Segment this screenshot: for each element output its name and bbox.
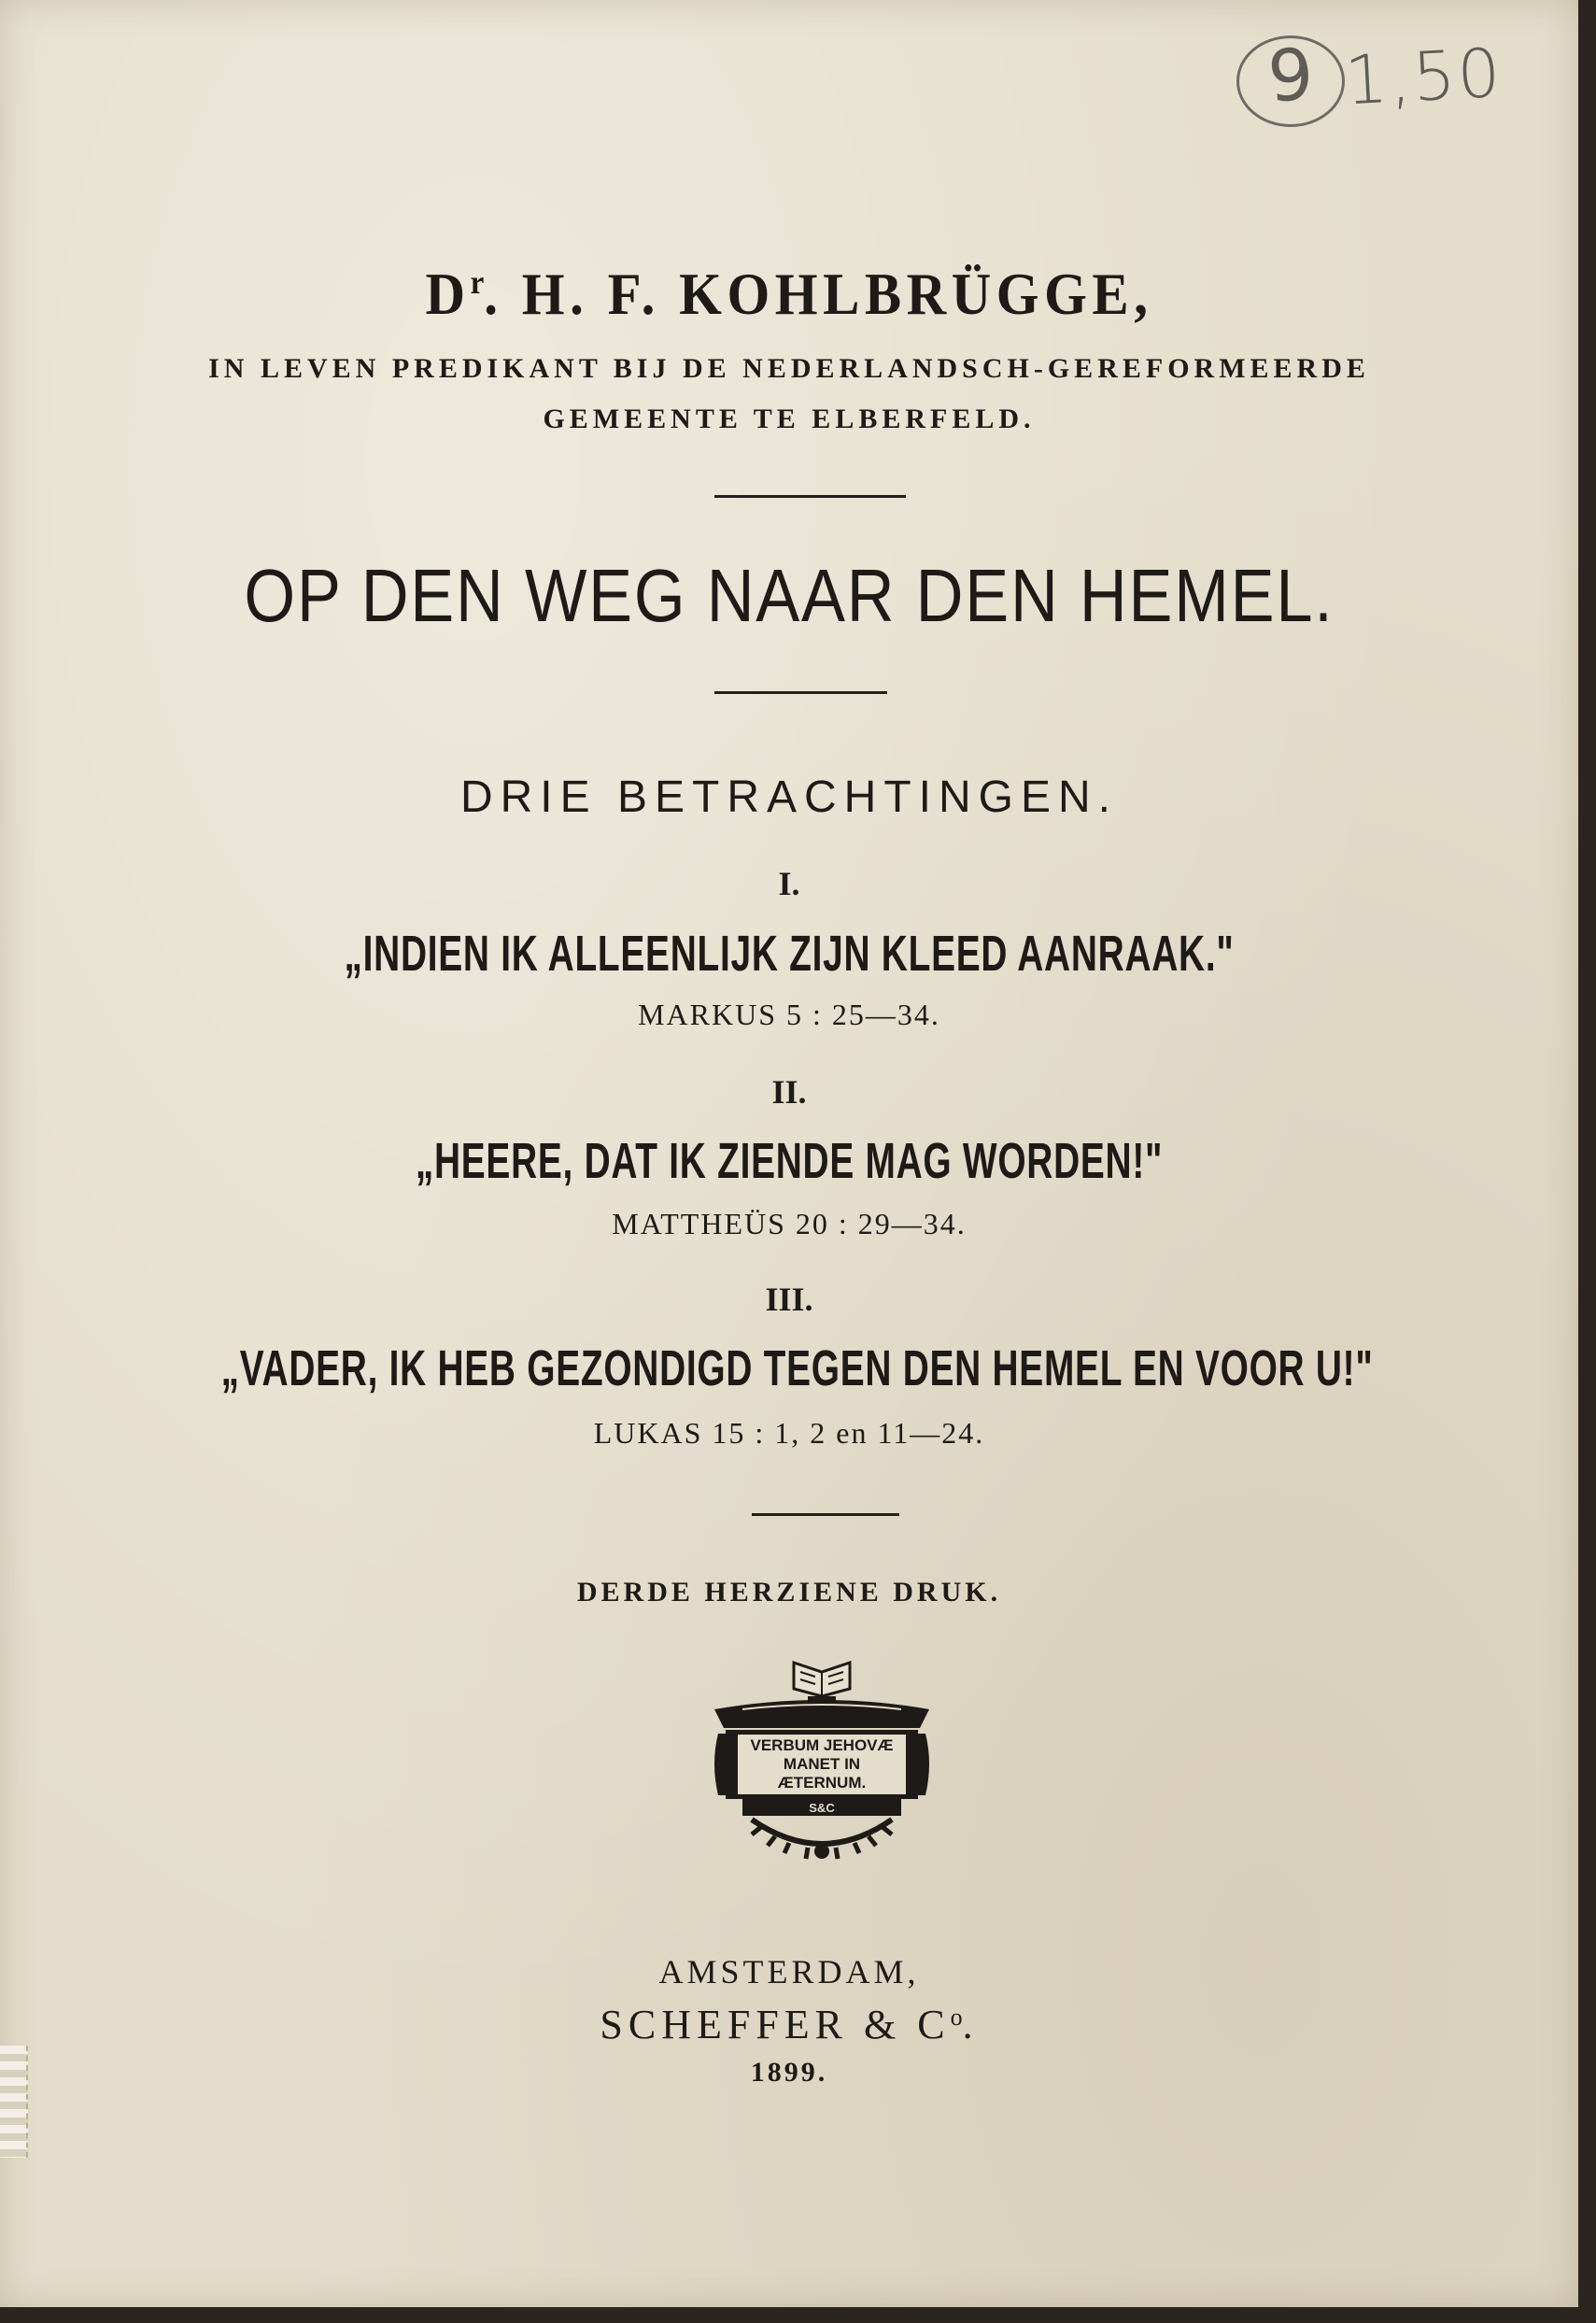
divider-rule	[714, 495, 906, 498]
laurel-wreath-icon	[752, 1820, 892, 1859]
meditation-quote-2: „HEERE, DAT IK ZIENDE MAG WORDEN!"	[415, 1133, 1164, 1189]
open-book-icon	[794, 1663, 850, 1706]
pencil-price: 1,50	[1342, 33, 1504, 120]
meditation-numeral-2: II.	[771, 1073, 807, 1111]
book-title: OP DEN WEG NAAR DEN HEMEL.	[244, 554, 1335, 637]
imprint-year: 1899.	[750, 2057, 828, 2088]
author-role-line-1: IN LEVEN PREDIKANT BIJ DE NEDERLANDSCH-GEREFORMEERDE	[208, 353, 1370, 384]
meditation-numeral-1: I.	[778, 865, 800, 902]
author-prefix-sup: r	[470, 263, 485, 301]
imprint-city: AMSTERDAM,	[658, 1953, 920, 1990]
meditation-quote-1: „INDIEN IK ALLEENLIJK ZIJN KLEED AANRAAK."	[344, 926, 1235, 982]
author-role-line-2: GEMEENTE TE ELBERFELD.	[543, 404, 1036, 434]
emblem-motto-2: MANET IN	[783, 1755, 861, 1773]
author-prefix: D	[425, 261, 471, 327]
imprint-publisher	[0, 2001, 1578, 2048]
printer-emblem	[705, 1644, 939, 1863]
publisher-name: SCHEFFER & C	[600, 2002, 951, 2047]
author-name: . H. F. KOHLBRÜGGE,	[484, 261, 1153, 327]
meditation-reference-1: MARKUS 5 : 25—34.	[638, 998, 940, 1031]
emblem-monogram: S&C	[809, 1801, 835, 1815]
author-line	[64, 260, 1516, 329]
pencil-circled-number: 9	[1264, 32, 1317, 119]
emblem-motto-3: ÆTERNUM.	[777, 1774, 867, 1792]
meditation-numeral-3: III.	[765, 1281, 813, 1318]
meditation-quote-3: „VADER, IK HEB GEZONDIGD TEGEN DEN HEMEL EN VOOR U!"	[220, 1340, 1374, 1396]
meditation-reference-3: LUKAS 15 : 1, 2 en 11—24.	[593, 1416, 985, 1450]
divider-rule	[714, 691, 887, 694]
meditation-reference-2: MATTHEÜS 20 : 29—34.	[612, 1207, 967, 1240]
publisher-sup: o	[950, 2004, 963, 2031]
subtitle: DRIE BETRACHTINGEN.	[459, 772, 1119, 822]
divider-rule	[752, 1513, 899, 1516]
publisher-end: .	[962, 2002, 979, 2047]
emblem-motto-1: VERBUM JEHOVÆ	[750, 1736, 894, 1754]
edition-note: DERDE HERZIENE DRUK.	[576, 1577, 1002, 1608]
pencil-price-note	[1233, 28, 1550, 131]
